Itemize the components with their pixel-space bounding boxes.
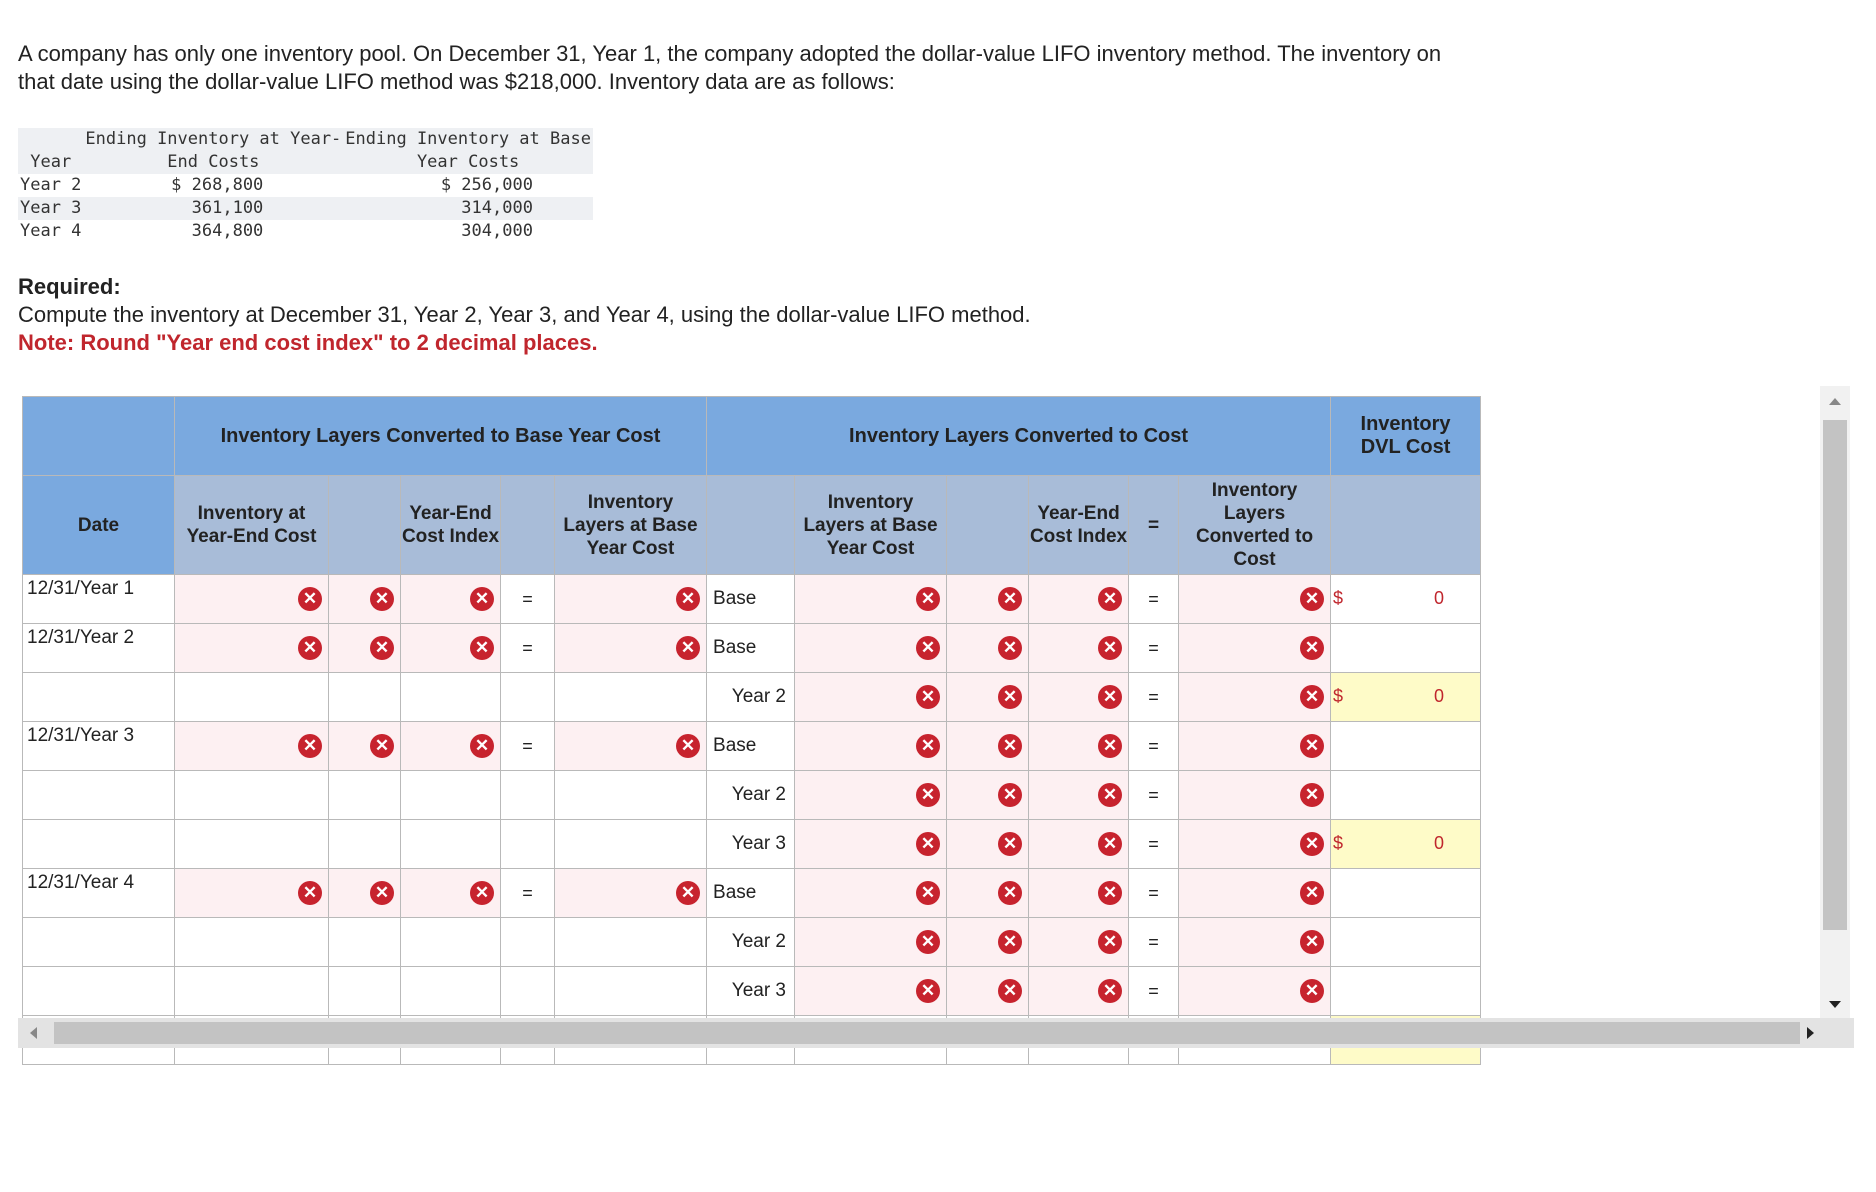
layers-base-input (555, 673, 707, 722)
date-cell: 12/31/Year 4 (23, 869, 175, 918)
inventory-ye-cost-input (175, 918, 329, 967)
operator-input[interactable] (329, 575, 401, 624)
layers-base-2-input[interactable] (795, 673, 947, 722)
table-row (23, 722, 1481, 771)
layer-label: Base (707, 869, 795, 918)
dollar-sign: $ (1333, 686, 1344, 706)
dollar-sign: $ (1333, 833, 1344, 853)
error-icon: ✕ (470, 587, 494, 611)
ye-cost-index-2-input[interactable] (1029, 575, 1129, 624)
table-row (23, 771, 1481, 820)
operator-2-input[interactable] (947, 673, 1029, 722)
layers-base-input[interactable] (555, 575, 707, 624)
inventory-ye-cost-input[interactable] (175, 869, 329, 918)
error-icon: ✕ (1300, 734, 1324, 758)
error-icon: ✕ (1098, 685, 1122, 709)
ye-cost-index-input (401, 918, 501, 967)
error-icon: ✕ (1300, 881, 1324, 905)
error-icon: ✕ (676, 881, 700, 905)
error-icon: ✕ (370, 587, 394, 611)
table-row (23, 967, 1481, 1016)
layers-base-input[interactable] (555, 869, 707, 918)
equals-sign: = (1129, 869, 1179, 918)
error-icon: ✕ (916, 587, 940, 611)
error-icon: ✕ (470, 881, 494, 905)
layers-base-2-input[interactable] (795, 575, 947, 624)
equals-sign: = (1129, 624, 1179, 673)
dvl-cost-cell (1331, 771, 1481, 820)
error-icon: ✕ (298, 587, 322, 611)
col-base-costs: Ending Inventory at Base Year Costs (345, 129, 591, 172)
ye-cost-index-2-input[interactable] (1029, 624, 1129, 673)
date-cell: 12/31/Year 2 (23, 624, 175, 673)
required-text: Compute the inventory at December 31, Year 2, Year 3, and Year 4, using the dollar-value LIFO method. (18, 302, 1031, 327)
converted-cost-input[interactable] (1179, 869, 1331, 918)
ye-cost-index-input (401, 673, 501, 722)
row-end: $ 268,800 (171, 175, 264, 195)
operator-2-input[interactable] (947, 575, 1029, 624)
date-cell (23, 820, 175, 869)
layers-base-2-input[interactable] (795, 967, 947, 1016)
col-date: Date (23, 476, 175, 575)
error-icon: ✕ (1300, 930, 1324, 954)
equals-sign: = (1129, 771, 1179, 820)
converted-cost-input[interactable] (1179, 967, 1331, 1016)
col-ye-cost-index-2: Year-End Cost Index (1029, 476, 1129, 575)
error-icon: ✕ (470, 734, 494, 758)
equals-sign (501, 967, 555, 1016)
error-icon: ✕ (1300, 979, 1324, 1003)
error-icon: ✕ (1098, 832, 1122, 856)
equals-sign: = (1129, 820, 1179, 869)
ye-cost-index-input[interactable] (401, 575, 501, 624)
error-icon: ✕ (998, 685, 1022, 709)
equals-sign: = (1129, 918, 1179, 967)
row-base: 304,000 (461, 221, 533, 241)
error-icon: ✕ (1300, 685, 1324, 709)
layers-base-input[interactable] (555, 722, 707, 771)
layers-base-2-input[interactable] (795, 722, 947, 771)
ye-cost-index-input[interactable] (401, 722, 501, 771)
layers-base-input (555, 820, 707, 869)
inventory-ye-cost-input[interactable] (175, 624, 329, 673)
scroll-down-icon[interactable] (1829, 1001, 1841, 1008)
ye-cost-index-2-input[interactable] (1029, 722, 1129, 771)
error-icon: ✕ (298, 636, 322, 660)
ye-cost-index-2-input[interactable] (1029, 869, 1129, 918)
error-icon: ✕ (998, 832, 1022, 856)
dvl-cost-cell (1331, 869, 1481, 918)
grid-body (23, 575, 1481, 1065)
dvl-cost-cell[interactable] (1331, 575, 1481, 624)
date-cell: 12/31/Year 1 (23, 575, 175, 624)
error-icon: ✕ (370, 734, 394, 758)
error-icon: ✕ (998, 930, 1022, 954)
error-icon: ✕ (470, 636, 494, 660)
col-dvl (1331, 476, 1481, 575)
col-layer-label (707, 476, 795, 575)
equals-sign: = (501, 624, 555, 673)
col-blank-2 (501, 476, 555, 575)
rounding-note: Note: Round "Year end cost index" to 2 decimal places. (18, 330, 598, 355)
error-icon: ✕ (916, 881, 940, 905)
dvl-cost-cell[interactable] (1331, 673, 1481, 722)
inventory-ye-cost-input (175, 967, 329, 1016)
ye-cost-index-2-input[interactable] (1029, 820, 1129, 869)
error-icon: ✕ (916, 930, 940, 954)
error-icon: ✕ (676, 636, 700, 660)
inventory-ye-cost-input (175, 673, 329, 722)
error-icon: ✕ (916, 685, 940, 709)
scrollbar-thumb[interactable] (54, 1022, 1800, 1044)
col-equals: = (1129, 476, 1179, 575)
col-blank-1 (329, 476, 401, 575)
group-base-year-cost: Inventory Layers Converted to Base Year Cost (175, 397, 707, 476)
error-icon: ✕ (998, 587, 1022, 611)
error-icon: ✕ (1098, 783, 1122, 807)
inventory-data-table (18, 128, 593, 243)
layers-base-input (555, 918, 707, 967)
equals-sign: = (1129, 575, 1179, 624)
scroll-left-icon[interactable] (30, 1027, 37, 1039)
date-cell (23, 673, 175, 722)
error-icon: ✕ (1098, 930, 1122, 954)
operator-2-input[interactable] (947, 624, 1029, 673)
ye-cost-index-2-input[interactable] (1029, 967, 1129, 1016)
header-date-spacer (23, 397, 175, 476)
error-icon: ✕ (676, 734, 700, 758)
row-year: Year 4 (20, 221, 82, 241)
equals-sign (501, 771, 555, 820)
required-label: Required: (18, 274, 121, 299)
table-row (23, 673, 1481, 722)
error-icon: ✕ (916, 979, 940, 1003)
date-cell (23, 967, 175, 1016)
inventory-ye-cost-input (175, 771, 329, 820)
row-base: $ 256,000 (440, 175, 533, 195)
converted-cost-input[interactable] (1179, 722, 1331, 771)
inventory-ye-cost-input[interactable] (175, 722, 329, 771)
error-icon: ✕ (1098, 979, 1122, 1003)
converted-cost-input[interactable] (1179, 624, 1331, 673)
layer-label: Base (707, 575, 795, 624)
col-year: Year (18, 128, 83, 174)
equals-sign: = (501, 575, 555, 624)
operator-input (329, 918, 401, 967)
operator-2-input[interactable] (947, 918, 1029, 967)
required-section (18, 273, 1031, 357)
error-icon: ✕ (998, 636, 1022, 660)
error-icon: ✕ (998, 979, 1022, 1003)
error-icon: ✕ (1300, 832, 1324, 856)
equals-sign (501, 820, 555, 869)
group-dvl-cost: Inventory DVL Cost (1331, 397, 1481, 476)
layer-label: Base (707, 624, 795, 673)
operator-2-input[interactable] (947, 869, 1029, 918)
row-year: Year 2 (20, 175, 82, 195)
equals-sign: = (1129, 673, 1179, 722)
equals-sign: = (501, 869, 555, 918)
operator-input[interactable] (329, 722, 401, 771)
operator-input[interactable] (329, 869, 401, 918)
error-icon: ✕ (998, 881, 1022, 905)
answer-grid-viewport (22, 396, 1474, 1018)
col-converted-cost: Inventory Layers Converted to Cost (1179, 476, 1331, 575)
operator-2-input[interactable] (947, 722, 1029, 771)
error-icon: ✕ (916, 832, 940, 856)
layer-label: Year 3 (707, 820, 795, 869)
ye-cost-index-2-input[interactable] (1029, 771, 1129, 820)
horizontal-scrollbar[interactable] (18, 1018, 1854, 1048)
converted-cost-input[interactable] (1179, 673, 1331, 722)
layers-base-2-input[interactable] (795, 624, 947, 673)
equals-sign: = (501, 722, 555, 771)
layers-base-2-input[interactable] (795, 820, 947, 869)
error-icon: ✕ (298, 881, 322, 905)
table-row (23, 624, 1481, 673)
equals-sign (501, 918, 555, 967)
operator-input (329, 673, 401, 722)
error-icon: ✕ (370, 636, 394, 660)
error-icon: ✕ (998, 783, 1022, 807)
col-blank-3 (947, 476, 1029, 575)
scroll-right-icon[interactable] (1807, 1027, 1814, 1039)
answer-grid (22, 396, 1481, 1065)
ye-cost-index-2-input[interactable] (1029, 918, 1129, 967)
ye-cost-index-input (401, 771, 501, 820)
layer-label: Year 2 (707, 771, 795, 820)
dvl-cost-cell (1331, 722, 1481, 771)
layers-base-2-input[interactable] (795, 918, 947, 967)
layer-label: Year 2 (707, 673, 795, 722)
date-cell (23, 918, 175, 967)
error-icon: ✕ (1098, 881, 1122, 905)
converted-cost-input[interactable] (1179, 575, 1331, 624)
ye-cost-index-input[interactable] (401, 624, 501, 673)
operator-input (329, 820, 401, 869)
ye-cost-index-2-input[interactable] (1029, 673, 1129, 722)
error-icon: ✕ (298, 734, 322, 758)
dvl-cost-value: 0 (1434, 686, 1445, 706)
error-icon: ✕ (998, 734, 1022, 758)
ye-cost-index-input (401, 967, 501, 1016)
layers-base-2-input[interactable] (795, 869, 947, 918)
error-icon: ✕ (1300, 783, 1324, 807)
layer-label: Year 3 (707, 967, 795, 1016)
dvl-cost-cell (1331, 624, 1481, 673)
operator-2-input[interactable] (947, 967, 1029, 1016)
dvl-cost-value: 0 (1434, 833, 1445, 853)
converted-cost-input[interactable] (1179, 820, 1331, 869)
layer-label: Base (707, 722, 795, 771)
vscrollbar-thumb[interactable] (1823, 420, 1847, 930)
equals-sign: = (1129, 722, 1179, 771)
group-converted-to-cost: Inventory Layers Converted to Cost (707, 397, 1331, 476)
error-icon: ✕ (1098, 734, 1122, 758)
operator-input[interactable] (329, 624, 401, 673)
converted-cost-input[interactable] (1179, 918, 1331, 967)
vertical-scrollbar[interactable] (1820, 386, 1850, 1018)
error-icon: ✕ (1098, 636, 1122, 660)
inventory-ye-cost-input[interactable] (175, 575, 329, 624)
error-icon: ✕ (1300, 636, 1324, 660)
col-ye-cost-index: Year-End Cost Index (401, 476, 501, 575)
col-end-costs: Ending Inventory at Year- End Costs (85, 129, 342, 172)
operator-input (329, 771, 401, 820)
equals-sign (501, 673, 555, 722)
error-icon: ✕ (916, 783, 940, 807)
row-base: 314,000 (343, 197, 593, 220)
operator-2-input[interactable] (947, 771, 1029, 820)
dollar-sign: $ (1333, 588, 1344, 608)
layer-label: Year 2 (707, 918, 795, 967)
ye-cost-index-input (401, 820, 501, 869)
dvl-cost-cell (1331, 918, 1481, 967)
dvl-cost-value: 0 (1434, 588, 1445, 608)
error-icon: ✕ (916, 734, 940, 758)
table-row (23, 918, 1481, 967)
converted-cost-input[interactable] (1179, 771, 1331, 820)
row-year: Year 3 (20, 198, 82, 218)
layers-base-input[interactable] (555, 624, 707, 673)
row-end: 364,800 (191, 221, 264, 241)
col-layers-base: Inventory Layers at Base Year Cost (555, 476, 707, 575)
row-end: 361,100 (83, 197, 343, 220)
scroll-up-icon[interactable] (1829, 398, 1841, 405)
dvl-cost-cell (1331, 967, 1481, 1016)
operator-2-input[interactable] (947, 820, 1029, 869)
operator-input (329, 967, 401, 1016)
table-row (23, 575, 1481, 624)
table-row (23, 820, 1481, 869)
col-inventory-ye-cost: Inventory at Year-End Cost (175, 476, 329, 575)
equals-sign: = (1129, 967, 1179, 1016)
error-icon: ✕ (676, 587, 700, 611)
col-layers-base-2: Inventory Layers at Base Year Cost (795, 476, 947, 575)
inventory-ye-cost-input (175, 820, 329, 869)
table-row (23, 869, 1481, 918)
layers-base-input (555, 967, 707, 1016)
error-icon: ✕ (1098, 587, 1122, 611)
dvl-cost-cell[interactable] (1331, 820, 1481, 869)
date-cell (23, 771, 175, 820)
layers-base-2-input[interactable] (795, 771, 947, 820)
problem-intro: A company has only one inventory pool. On December 31, Year 1, the company adopted the dollar-value LIFO inventory method. The inventory on that date using the dollar-value LIFO method was $218,000. Inventory data are as follows: (18, 41, 1442, 94)
error-icon: ✕ (916, 636, 940, 660)
date-cell: 12/31/Year 3 (23, 722, 175, 771)
error-icon: ✕ (370, 881, 394, 905)
ye-cost-index-input[interactable] (401, 869, 501, 918)
error-icon: ✕ (1300, 587, 1324, 611)
layers-base-input (555, 771, 707, 820)
